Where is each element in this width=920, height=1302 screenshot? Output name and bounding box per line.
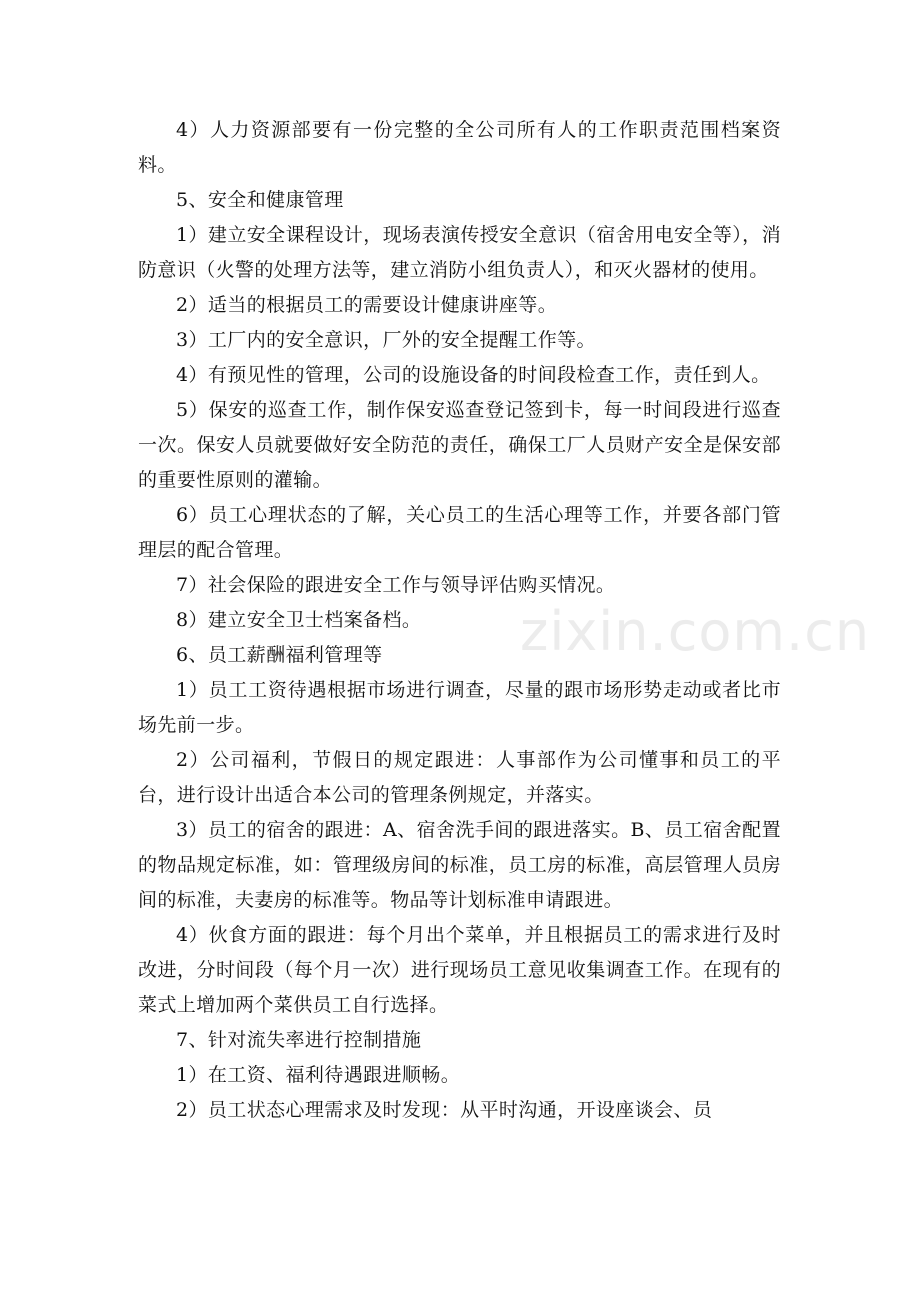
paragraph: 4）人力资源部要有一份完整的全公司所有人的工作职责范围档案资料。 (138, 119, 781, 176)
paragraph: 5）保安的巡查工作，制作保安巡查登记签到卡，每一时间段进行巡查一次。保安人员就要做好安全防范的责任，确保工厂人员财产安全是保安部的重要性原则的灌输。 (138, 399, 781, 491)
paragraph: 2）员工状态心理需求及时发现：从平时沟通，开设座谈会、员 (176, 1099, 713, 1121)
paragraph: 3）员工的宿舍的跟进：A、宿舍洗手间的跟进落实。B、员工宿舍配置的物品规定标准，如：管理级房间的标准，员工房的标准，高层管理人员房间的标准，夫妻房的标准等。物品等计划标准申请跟进。 (138, 819, 781, 911)
paragraph: 1）建立安全课程设计，现场表演传授安全意识（宿舍用电安全等），消防意识（火警的处理方法等，建立消防小组负责人），和灭火器材的使用。 (138, 224, 781, 281)
paragraph: 2）公司福利，节假日的规定跟进：人事部作为公司懂事和员工的平台，进行设计出适合本公司的管理条例规定，并落实。 (138, 749, 781, 806)
paragraph: 4）有预见性的管理，公司的设施设备的时间段检查工作，责任到人。 (176, 364, 771, 386)
paragraph: 8）建立安全卫士档案备档。 (176, 609, 422, 631)
paragraph: 7）社会保险的跟进安全工作与领导评估购买情况。 (176, 574, 616, 596)
paragraph: 6）员工心理状态的了解，关心员工的生活心理等工作，并要各部门管理层的配合管理。 (138, 504, 781, 561)
section-heading: 6、员工薪酬福利管理等 (176, 644, 383, 666)
section-heading: 7、针对流失率进行控制措施 (176, 1029, 422, 1051)
watermark: zixin.com.cn (520, 600, 871, 663)
paragraph: 2）适当的根据员工的需要设计健康讲座等。 (176, 294, 558, 316)
document-body (138, 113, 781, 1128)
paragraph: 3）工厂内的安全意识，厂外的安全提醒工作等。 (176, 329, 596, 351)
section-heading: 5、安全和健康管理 (176, 189, 344, 211)
paragraph: 1）员工工资待遇根据市场进行调查，尽量的跟市场形势走动或者比市场先前一步。 (138, 679, 781, 736)
paragraph: 4）伙食方面的跟进：每个月出个菜单，并且根据员工的需求进行及时改进，分时间段（每个月一次）进行现场员工意见收集调查工作。在现有的菜式上增加两个菜供员工自行选择。 (138, 924, 781, 1016)
paragraph: 1）在工资、福利待遇跟进顺畅。 (176, 1064, 461, 1086)
